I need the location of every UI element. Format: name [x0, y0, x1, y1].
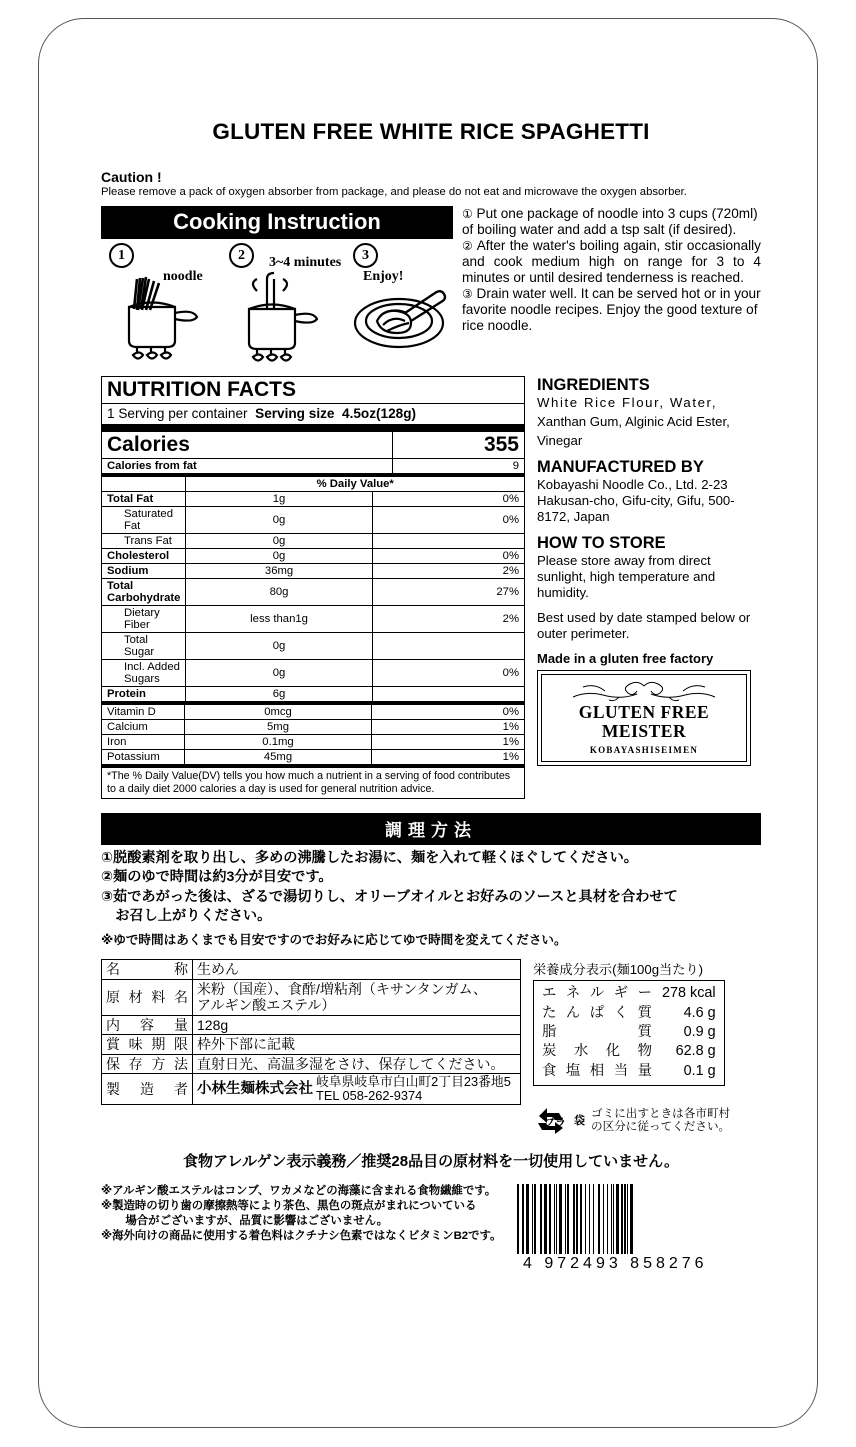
instruction-1-number: ① [462, 206, 473, 221]
table-row [542, 984, 716, 1003]
caution-text: Please remove a pack of oxygen absorber from package, and please do not eat and microwave the oxygen absorber. [101, 186, 687, 198]
allergen-statement: 食物アレルゲン表示義務／推奨28品目の原材料を一切使用していません。 [182, 1153, 679, 1171]
instruction-3-number: ③ [462, 287, 473, 302]
calories-from-fat-row [102, 459, 524, 474]
step-1-number: 1 [109, 243, 134, 268]
label-content [101, 119, 761, 1273]
table-row [542, 1004, 716, 1023]
table-row [102, 633, 524, 660]
nutrient-dv: 0% [372, 660, 524, 687]
jp-spec-table [101, 959, 521, 1105]
jp-nutrient-value: 0.9 g [683, 1024, 716, 1041]
manufactured-by-heading: MANUFACTURED BY [537, 458, 704, 477]
nutrient-amount: 6g [186, 687, 372, 702]
recycle-text-line-1: ゴミに出すときは各市町村 [591, 1106, 731, 1120]
table-row [102, 979, 521, 1015]
table-row [102, 1015, 521, 1035]
bottom-section [101, 1184, 761, 1273]
vitamin-dv: 1% [372, 735, 525, 750]
jp-spec-value: 生めん [193, 960, 521, 980]
nutrient-dv [372, 687, 524, 702]
serving-info [102, 404, 524, 424]
cooking-instruction-text [453, 206, 761, 334]
jp-maker-name: 小林生麺株式会社 [197, 1080, 313, 1097]
nutrient-amount: less than1g [186, 606, 372, 633]
vitamin-dv: 1% [372, 720, 525, 735]
servings-per-container: 1 Serving per container [107, 406, 248, 422]
jp-spec-section [101, 959, 761, 1136]
jp-nutrient-name: 炭 水 化 物 [542, 1043, 652, 1060]
jp-spec-label: 賞味期限 [102, 1035, 193, 1055]
nutrient-dv: 2% [372, 606, 524, 633]
barcode-bars [517, 1184, 761, 1254]
jp-cooking-step: お召し上がりください。 [101, 907, 272, 924]
bottom-note: ※製造時の切り歯の摩擦熱等により茶色、黒色の斑点がまれについている [101, 1200, 477, 1213]
jp-nutrient-name: 脂 質 [542, 1024, 652, 1041]
recycle-text-line-2: の区分に従ってください。 [591, 1120, 731, 1134]
vitamin-dv: 1% [372, 750, 525, 765]
barcode [511, 1184, 761, 1273]
nutrient-amount: 0g [186, 660, 372, 687]
nutrient-name: Dietary Fiber [102, 606, 186, 633]
nutrient-dv: 2% [372, 564, 524, 579]
jp-nutrient-value: 278 kcal [662, 985, 716, 1002]
jp-maker-tel: TEL 058-262-9374 [316, 1088, 423, 1104]
jp-spec-label: 内 容 量 [102, 1015, 193, 1035]
nutrition-rows [102, 492, 524, 702]
seal-line-3: KOBAYASHISEIMEN [589, 744, 699, 755]
nutrient-name: Sodium [102, 564, 186, 579]
jp-nutrient-name: たんぱく質 [542, 1004, 652, 1021]
step-1-label: noodle [163, 269, 203, 285]
nutrient-name: Total Carbohydrate [102, 579, 186, 606]
daily-value-header: % Daily Value* [186, 477, 524, 492]
nutrient-amount: 36mg [186, 564, 372, 579]
nutrient-name: Saturated Fat [102, 507, 186, 534]
jp-maker-value [193, 1074, 521, 1105]
nutrient-name: Total Sugar [102, 633, 186, 660]
gluten-free-factory-text: Made in a gluten free factory [537, 650, 714, 666]
flourish-top-icon [549, 680, 739, 702]
instruction-1 [462, 206, 761, 238]
pot-stirring-icon [227, 271, 347, 371]
barcode-number: 4 972493 858276 [523, 1255, 708, 1273]
vitamin-amount: 0mcg [185, 705, 372, 720]
vitamin-amount: 0.1mg [185, 735, 372, 750]
nutrient-name: Trans Fat [102, 534, 186, 549]
jp-nutrient-name: 食塩相当量 [542, 1062, 652, 1079]
table-row [102, 705, 524, 720]
jp-cooking-step: ②麺のゆで時間は約3分が目安です。 [101, 869, 333, 886]
calories-from-fat-value: 9 [392, 459, 524, 474]
plastic-recycle-icon [533, 1104, 573, 1136]
nutrition-facts-panel [101, 376, 525, 799]
cooking-instruction-banner: Cooking Instruction [101, 206, 453, 239]
nutrient-dv [372, 534, 524, 549]
nutrient-name: Protein [102, 687, 186, 702]
pot-with-noodles-icon [107, 265, 227, 365]
ingredients-line-2: Xanthan Gum, Alginic Acid Ester, [537, 414, 730, 430]
calories-label: Calories [102, 432, 392, 459]
nutrient-name: Incl. Added Sugars [102, 660, 186, 687]
ingredients-line-1: White Rice Flour, Water, [537, 395, 718, 411]
serving-size-value: 4.5oz(128g) [342, 406, 417, 422]
recycle-info [533, 1104, 761, 1136]
vitamin-dv: 0% [372, 705, 525, 720]
how-to-store-heading: HOW TO STORE [537, 534, 666, 553]
nutrition-calories-table [102, 431, 524, 473]
jp-spec-value: 米粉（国産）、食酢/増粘剤（キサンタンガム、 アルギン酸エステル） [193, 979, 521, 1015]
daily-value-header-row [102, 477, 524, 492]
table-row [102, 564, 524, 579]
table-row [102, 735, 524, 750]
nutrient-name: Cholesterol [102, 549, 186, 564]
step-3-label: Enjoy! [363, 269, 404, 285]
nutrient-amount: 0g [186, 507, 372, 534]
seal-line-1: GLUTEN FREE [578, 701, 710, 722]
seal-inner [541, 674, 747, 762]
table-row [542, 1042, 716, 1061]
nutrient-dv [372, 633, 524, 660]
jp-cooking-note: ※ゆで時間はあくまでも目安ですのでお好みに応じてゆで時間を変えてください。 [101, 933, 567, 948]
vitamin-name: Iron [102, 735, 185, 750]
cooking-steps-illustration [101, 243, 453, 365]
vitamin-amount: 45mg [185, 750, 372, 765]
table-row [102, 720, 524, 735]
table-row [102, 549, 524, 564]
table-row [102, 1035, 521, 1055]
cooking-step-1 [109, 243, 203, 285]
jp-spec-label: 原材料名 [102, 979, 193, 1015]
table-row [102, 687, 524, 702]
jp-cooking-banner: 調理方法 [101, 813, 761, 845]
nutrient-amount: 0g [186, 633, 372, 660]
table-row [102, 534, 524, 549]
jp-spec-value: 直射日光、高温多湿をさけ、保存してください。 [193, 1054, 521, 1074]
instruction-2 [462, 238, 761, 286]
nutrient-amount: 0g [186, 534, 372, 549]
vitamin-name: Potassium [102, 750, 185, 765]
jp-maker-address: 岐阜県岐阜市白山町2丁目23番地5 [316, 1074, 511, 1090]
nutrient-dv: 27% [372, 579, 524, 606]
jp-spec-value: 128g [193, 1015, 521, 1035]
step-2-label: 3~4 minutes [269, 255, 342, 271]
instruction-2-number: ② [462, 239, 474, 254]
vitamin-name: Vitamin D [107, 706, 156, 719]
package-outline [38, 18, 818, 1428]
bottom-note: ※海外向けの商品に使用する着色料はクチナシ色素ではなくビタミンB2です。 [101, 1229, 502, 1242]
nutrient-name: Total Fat [102, 492, 186, 507]
calories-from-fat-label: Calories from fat [102, 459, 392, 474]
nutrition-divider-thick [102, 424, 524, 431]
table-row [102, 507, 524, 534]
bottom-note: ※アルギン酸エステルはコンブ、ワカメなどの海藻に含まれる食物繊維です。 [101, 1185, 497, 1198]
jp-nutrition-block [521, 959, 761, 1136]
serving-size-label: Serving size [255, 406, 335, 422]
jp-nutrition-table [542, 984, 716, 1081]
side-info-column [525, 376, 761, 766]
jp-spec-label: 保存方法 [102, 1054, 193, 1074]
nutrient-amount: 0g [186, 549, 372, 564]
jp-cooking-steps [101, 849, 761, 926]
nutrition-footnote: *The % Daily Value(DV) tells you how much a nutrient in a serving of food contributes to a daily diet 2000 calories a day is used for general nutrition advice. [102, 764, 524, 798]
jp-nutrition-caption: 栄養成分表示(麺100g当たり) [533, 962, 703, 978]
instruction-2-text: After the water's boiling again, stir occasionally and cook medium high on range for 3 to 4 minutes or until desired tenderness is reached. [462, 238, 761, 286]
nutrient-amount: 80g [186, 579, 372, 606]
nutrient-dv: 0% [372, 507, 524, 534]
caution-heading: Caution ! [101, 169, 162, 185]
jp-nutrient-name: エネルギー [542, 985, 652, 1002]
barcode-bar [633, 1184, 635, 1254]
cooking-instruction-section [101, 206, 761, 365]
recycle-text [585, 1107, 730, 1134]
seal-line-2: MEISTER [601, 721, 687, 742]
nutrition-vitamin-table [102, 705, 524, 764]
table-row [542, 1023, 716, 1042]
table-row [102, 579, 524, 606]
table-row [102, 660, 524, 687]
instruction-3-text: Drain water well. It can be served hot or in your favorite noodle recipes. Enjoy the good texture of rice noodle. [462, 286, 761, 334]
how-to-store-text: Please store away from direct sunlight, high temperature and humidity. [537, 553, 716, 601]
jp-nutrient-value: 4.6 g [683, 1004, 716, 1021]
nutrition-facts-title: NUTRITION FACTS [107, 378, 296, 402]
page-title: GLUTEN FREE WHITE RICE SPAGHETTI [212, 119, 650, 144]
jp-cooking-step: ①脱酸素剤を取り出し、多めの沸騰したお湯に、麺を入れて軽くほぐしてください。 [101, 849, 638, 866]
step-3-number: 3 [353, 243, 378, 268]
recycle-mark-label: 袋 [574, 1115, 585, 1128]
bottom-notes [101, 1184, 511, 1243]
vitamin-amount: 5mg [185, 720, 372, 735]
jp-spec-label: 名 称 [102, 960, 193, 980]
cooking-illustrations [101, 206, 453, 365]
table-row [102, 750, 524, 765]
gluten-free-meister-seal [537, 670, 751, 766]
calories-value: 355 [392, 432, 524, 459]
table-row [102, 606, 524, 633]
instruction-3 [462, 286, 761, 334]
jp-maker-label: 製 造 者 [102, 1074, 193, 1105]
nutrient-dv: 0% [372, 549, 524, 564]
step-2-number: 2 [229, 243, 254, 268]
nutrition-and-info-section [101, 376, 761, 799]
vitamin-name: Calcium [102, 720, 185, 735]
jp-nutrition-box [533, 980, 725, 1086]
best-used-text: Best used by date stamped below or outer perimeter. [537, 610, 751, 641]
cooking-step-3 [353, 243, 404, 285]
cooking-step-2 [229, 243, 342, 271]
table-row [102, 492, 524, 507]
instruction-1-text: Put one package of noodle into 3 cups (720ml) of boiling water and add a tsp salt (if desired). [462, 205, 758, 238]
jp-nutrient-value: 62.8 g [675, 1043, 716, 1060]
calories-row [102, 432, 524, 459]
jp-maker-row [102, 1074, 521, 1105]
jp-nutrient-value: 0.1 g [683, 1062, 716, 1079]
ingredients-heading: INGREDIENTS [537, 376, 650, 395]
nutrition-main-table [102, 477, 524, 701]
jp-cooking-step: ③茹であがった後は、ざるで湯切りし、オリーブオイルとお好みのソースと具材を合わせて [101, 888, 678, 905]
ingredients-line-3: Vinegar [537, 433, 583, 449]
table-row [102, 960, 521, 980]
table-row [542, 1062, 716, 1081]
plate-of-spaghetti-icon [349, 287, 459, 367]
jp-spec-value: 枠外下部に記載 [193, 1035, 521, 1055]
table-row [102, 1054, 521, 1074]
vitamin-rows [102, 705, 524, 764]
manufactured-by-text: Kobayashi Noodle Co., Ltd. 2-23 Hakusan-cho, Gifu-city, Gifu, 500-8172, Japan [537, 477, 735, 525]
nutrient-dv: 0% [372, 492, 524, 507]
svg-text:プラ: プラ [544, 1116, 566, 1130]
nutrient-amount: 1g [186, 492, 372, 507]
bottom-note: 場合がございますが、品質に影響はございません。 [114, 1215, 389, 1228]
